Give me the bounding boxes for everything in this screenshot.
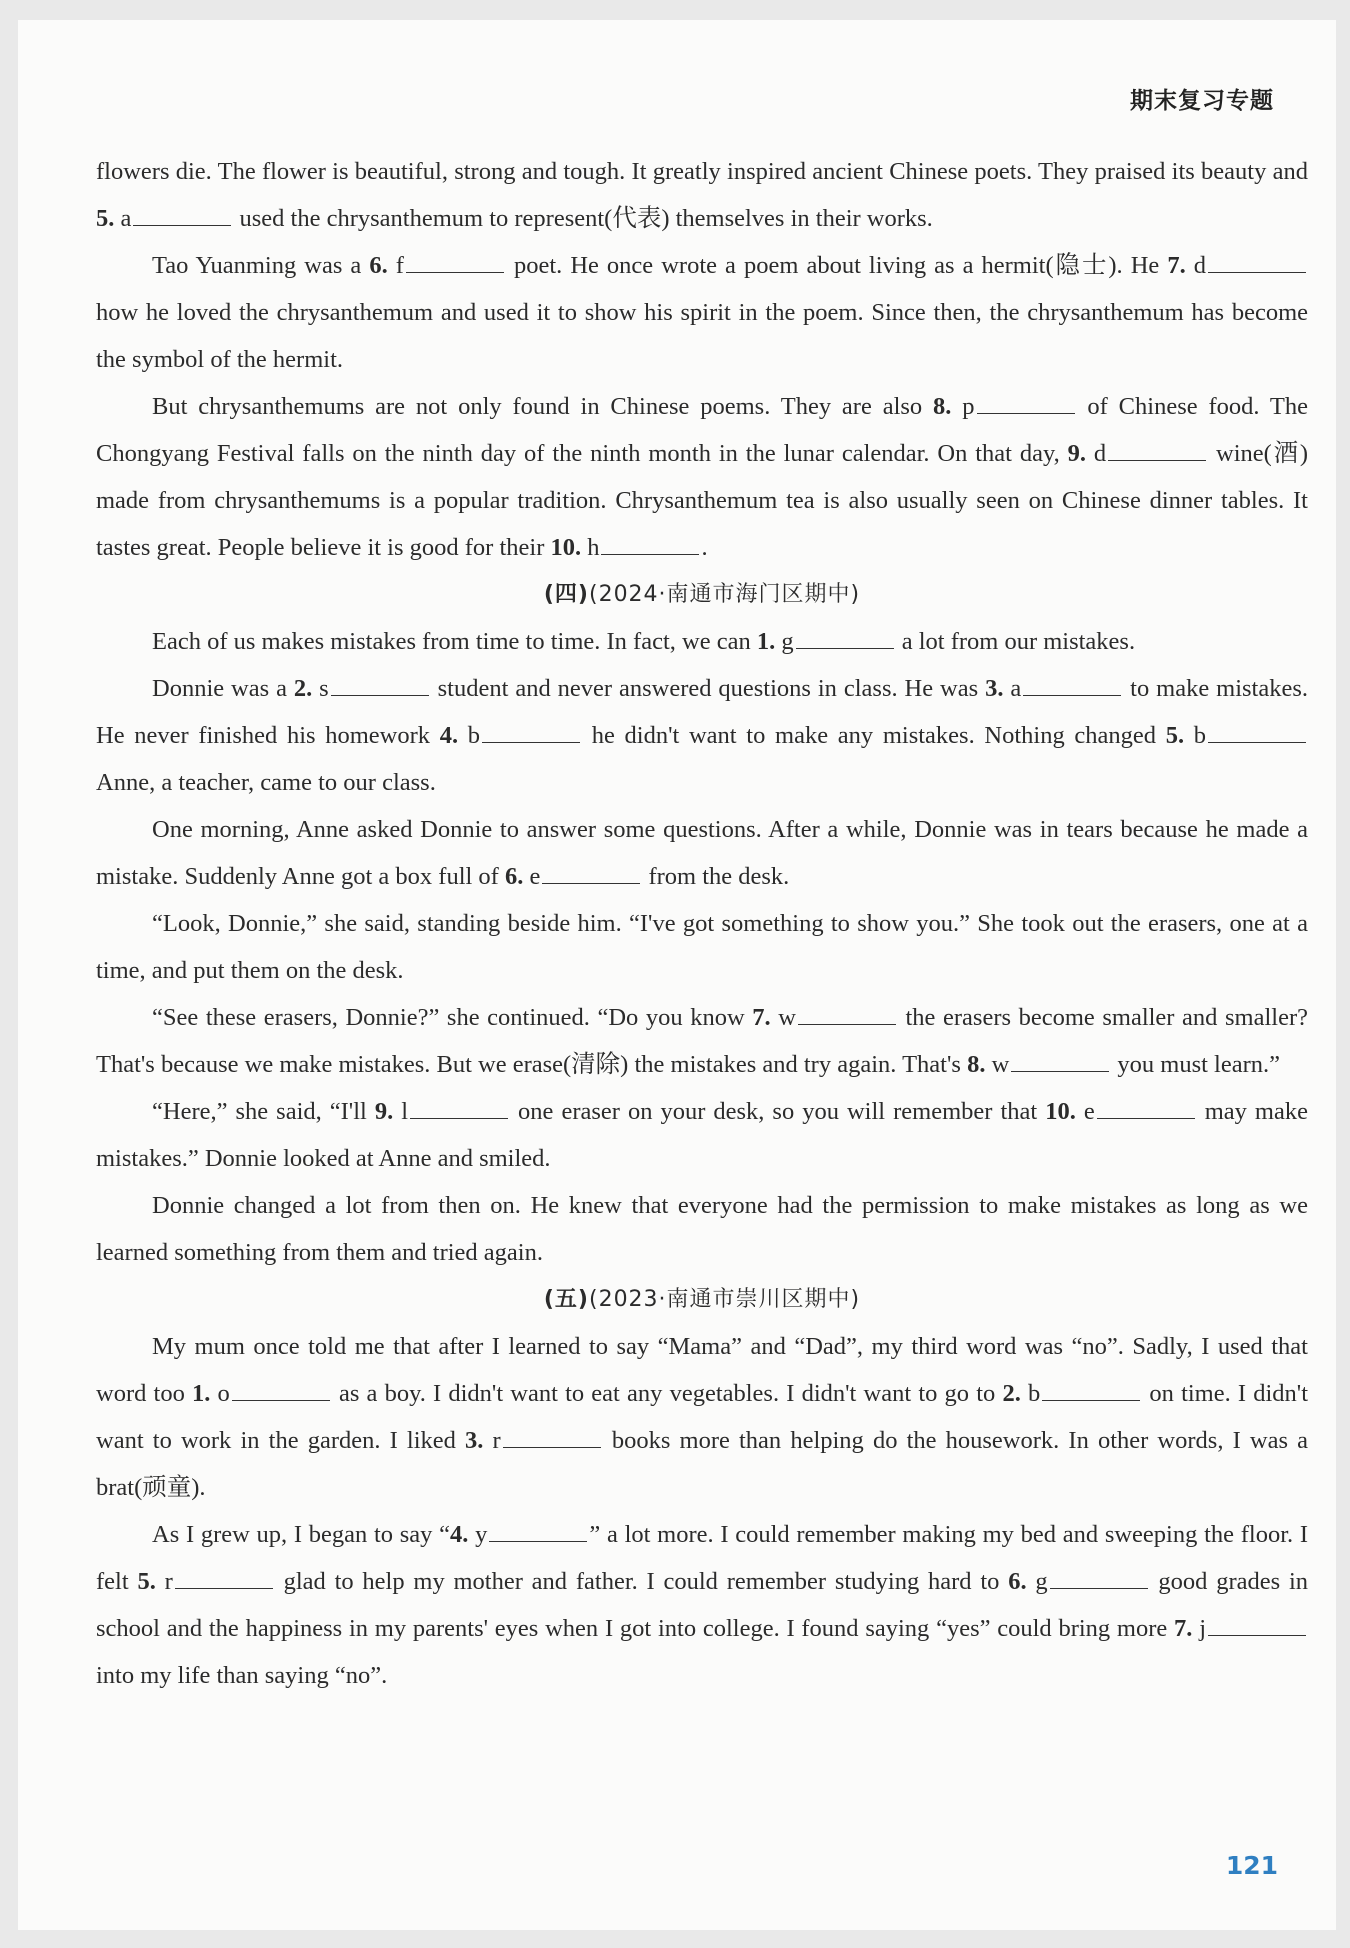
text-run: j	[1192, 1615, 1206, 1642]
question-number: 2.	[1002, 1380, 1021, 1407]
section-5-number: (五)	[543, 1287, 589, 1312]
text-run: Each of us makes mistakes from time to time. In fact, we can	[152, 628, 757, 655]
section4-paragraph-1	[96, 618, 1308, 665]
answer-blank[interactable]	[542, 882, 640, 884]
text-run: r	[155, 1568, 173, 1595]
answer-blank[interactable]	[406, 271, 504, 273]
answer-blank[interactable]	[796, 647, 894, 649]
text-run: Anne, a teacher, came to our class.	[96, 769, 436, 796]
text-run: b	[458, 722, 481, 749]
text-run: ” a lot more. I could remember making my bed and sweeping the floor. I felt	[96, 1521, 1309, 1595]
text-run: But chrysanthemums are not only found in Chinese poems. They are also	[152, 393, 934, 420]
answer-blank[interactable]	[1023, 694, 1121, 696]
passage3-paragraph-2	[96, 242, 1308, 383]
text-run: One morning, Anne asked Donnie to answer some questions. After a while, Donnie was in tears because he made a mistake. Suddenly Anne got a box full of	[96, 816, 1308, 890]
question-number: 1.	[192, 1380, 211, 1407]
text-run: a	[114, 205, 132, 232]
answer-blank[interactable]	[410, 1117, 508, 1119]
text-run: one eraser on your desk, so you will remember that	[510, 1098, 1046, 1125]
text-run: on time. I didn't want to work in the garden. I liked	[96, 1380, 1309, 1454]
question-number: 8.	[967, 1051, 986, 1078]
section-4-title	[96, 571, 1308, 618]
question-number: 6.	[369, 252, 388, 279]
text-run: glad to help my mother and father. I could remember studying hard to	[274, 1568, 1009, 1595]
page-header: 期末复习专题	[1130, 88, 1274, 114]
section5-paragraph-1	[96, 1323, 1308, 1511]
section-4-number: (四)	[543, 582, 589, 607]
text-run: from the desk.	[642, 863, 790, 890]
text-run: wine(酒) made from chrysanthemums is a popular tradition. Chrysanthemum tea is also usually seen on Chinese dinner tables. It tastes great. People believe it is good for their	[96, 440, 1308, 561]
question-number: 9.	[1067, 440, 1087, 467]
text-run: As I grew up, I began to say “	[152, 1521, 451, 1548]
question-number: 9.	[374, 1098, 394, 1125]
question-number: 1.	[756, 628, 776, 655]
answer-blank[interactable]	[503, 1446, 601, 1448]
text-run: w	[985, 1051, 1010, 1078]
question-number: 10.	[1045, 1098, 1076, 1125]
answer-blank[interactable]	[977, 412, 1075, 414]
text-run: “See these erasers, Donnie?” she continued. “Do you know	[152, 1004, 753, 1031]
text-run: b	[1020, 1380, 1041, 1407]
section4-paragraph-4	[96, 900, 1308, 994]
question-number: 5.	[1165, 722, 1185, 749]
text-run: a	[1003, 675, 1022, 702]
text-run: d	[1185, 252, 1206, 279]
passage3-paragraph-3	[96, 383, 1308, 571]
text-run: h	[581, 534, 600, 561]
answer-blank[interactable]	[1042, 1399, 1140, 1401]
question-number: 8.	[933, 393, 952, 420]
answer-blank[interactable]	[1108, 459, 1206, 461]
text-run: as a boy. I didn't want to eat any vegetables. I didn't want to go to	[331, 1380, 1003, 1407]
answer-blank[interactable]	[489, 1540, 587, 1542]
text-run: e	[1075, 1098, 1095, 1125]
text-run: s	[312, 675, 329, 702]
text-run: may make mistakes.” Donnie looked at Anne and smiled.	[96, 1098, 1308, 1172]
answer-blank[interactable]	[1011, 1070, 1109, 1072]
answer-blank[interactable]	[175, 1587, 273, 1589]
question-number: 3.	[985, 675, 1004, 702]
text-run: a lot from our mistakes.	[895, 628, 1136, 655]
section4-paragraph-7	[96, 1182, 1308, 1276]
text-run: Donnie was a	[152, 675, 294, 702]
text-run: you must learn.”	[1111, 1051, 1281, 1078]
text-run: y	[468, 1521, 488, 1548]
text-run: of Chinese food. The Chongyang Festival falls on the ninth day of the ninth month in the lunar calendar. On that day,	[96, 393, 1309, 467]
text-run: g	[1026, 1568, 1048, 1595]
text-run: Donnie changed a lot from then on. He knew that everyone had the permission to make mistakes as long as we learned something from them and tried again.	[96, 1192, 1308, 1266]
text-run: l	[393, 1098, 409, 1125]
answer-blank[interactable]	[133, 224, 231, 226]
text-run: p	[951, 393, 975, 420]
answer-blank[interactable]	[1050, 1587, 1148, 1589]
answer-blank[interactable]	[798, 1023, 896, 1025]
question-number: 5.	[137, 1568, 156, 1595]
question-number: 6.	[1008, 1568, 1027, 1595]
text-run: d	[1086, 440, 1107, 467]
answer-blank[interactable]	[1097, 1117, 1195, 1119]
text-run: o	[210, 1380, 230, 1407]
answer-blank[interactable]	[1208, 741, 1306, 743]
text-run: to make mistakes. He never finished his homework	[96, 675, 1308, 749]
text-run: .	[701, 534, 708, 561]
section-4-source: (2024·南通市海门区期中)	[588, 582, 861, 607]
question-number: 7.	[752, 1004, 771, 1031]
text-run: poet. He once wrote a poem about living as a hermit(隐士). He	[505, 252, 1168, 279]
text-run: books more than helping do the housework. In other words, I was a brat(顽童).	[96, 1427, 1308, 1501]
text-run: he didn't want to make any mistakes. Nothing changed	[582, 722, 1166, 749]
text-run: good grades in school and the happiness in my parents' eyes when I got into college. I found saying “yes” could bring more	[96, 1568, 1309, 1642]
question-number: 6.	[504, 863, 524, 890]
section4-paragraph-5	[96, 994, 1308, 1088]
answer-blank[interactable]	[601, 553, 699, 555]
section-5-source: (2023·南通市崇川区期中)	[588, 1287, 861, 1312]
text-run: flowers die. The flower is beautiful, strong and tough. It greatly inspired ancient Chinese poets. They praised its beauty and	[96, 158, 1308, 185]
text-run: f	[387, 252, 404, 279]
page-number: 121	[1225, 1851, 1278, 1880]
text-run: b	[1184, 722, 1207, 749]
question-number: 4.	[439, 722, 459, 749]
text-run: Tao Yuanming was a	[152, 252, 370, 279]
section4-paragraph-2	[96, 665, 1308, 806]
text-run: the erasers become smaller and smaller? That's because we make mistakes. But we erase(清除) the mistakes and try again. That's	[96, 1004, 1308, 1078]
question-number: 2.	[293, 675, 313, 702]
text-run: into my life than saying “no”.	[96, 1662, 388, 1689]
text-run: used the chrysanthemum to represent(代表) themselves in their works.	[233, 205, 933, 232]
answer-blank[interactable]	[482, 741, 580, 743]
text-run: My mum once told me that after I learned to say “Mama” and “Dad”, my third word was “no”. Sadly, I used that word too	[96, 1333, 1308, 1407]
text-run: “Here,” she said, “I'll	[152, 1098, 375, 1125]
question-number: 10.	[550, 534, 582, 561]
worksheet-page	[18, 20, 1336, 1930]
question-number: 3.	[465, 1427, 484, 1454]
question-number: 4.	[450, 1521, 469, 1548]
text-run: g	[775, 628, 794, 655]
section4-paragraph-6	[96, 1088, 1308, 1182]
section4-paragraph-3	[96, 806, 1308, 900]
text-run: w	[770, 1004, 796, 1031]
question-number: 5.	[96, 205, 115, 232]
section5-paragraph-2	[96, 1511, 1308, 1699]
answer-blank[interactable]	[1208, 1634, 1306, 1636]
text-run: student and never answered questions in class. He was	[430, 675, 986, 702]
text-run: how he loved the chrysanthemum and used it to show his spirit in the poem. Since then, the chrysanthemum has become the symbol of the hermit.	[96, 299, 1308, 373]
page-content	[96, 148, 1308, 1699]
text-run: r	[483, 1427, 501, 1454]
answer-blank[interactable]	[1208, 271, 1306, 273]
section-5-title	[96, 1276, 1308, 1323]
text-run: “Look, Donnie,” she said, standing beside him. “I've got something to show you.” She took out the erasers, one at a time, and put them on the desk.	[96, 910, 1308, 984]
answer-blank[interactable]	[232, 1399, 330, 1401]
answer-blank[interactable]	[331, 694, 429, 696]
question-number: 7.	[1174, 1615, 1193, 1642]
question-number: 7.	[1167, 252, 1186, 279]
passage3-paragraph-1	[96, 148, 1308, 242]
text-run: e	[523, 863, 541, 890]
